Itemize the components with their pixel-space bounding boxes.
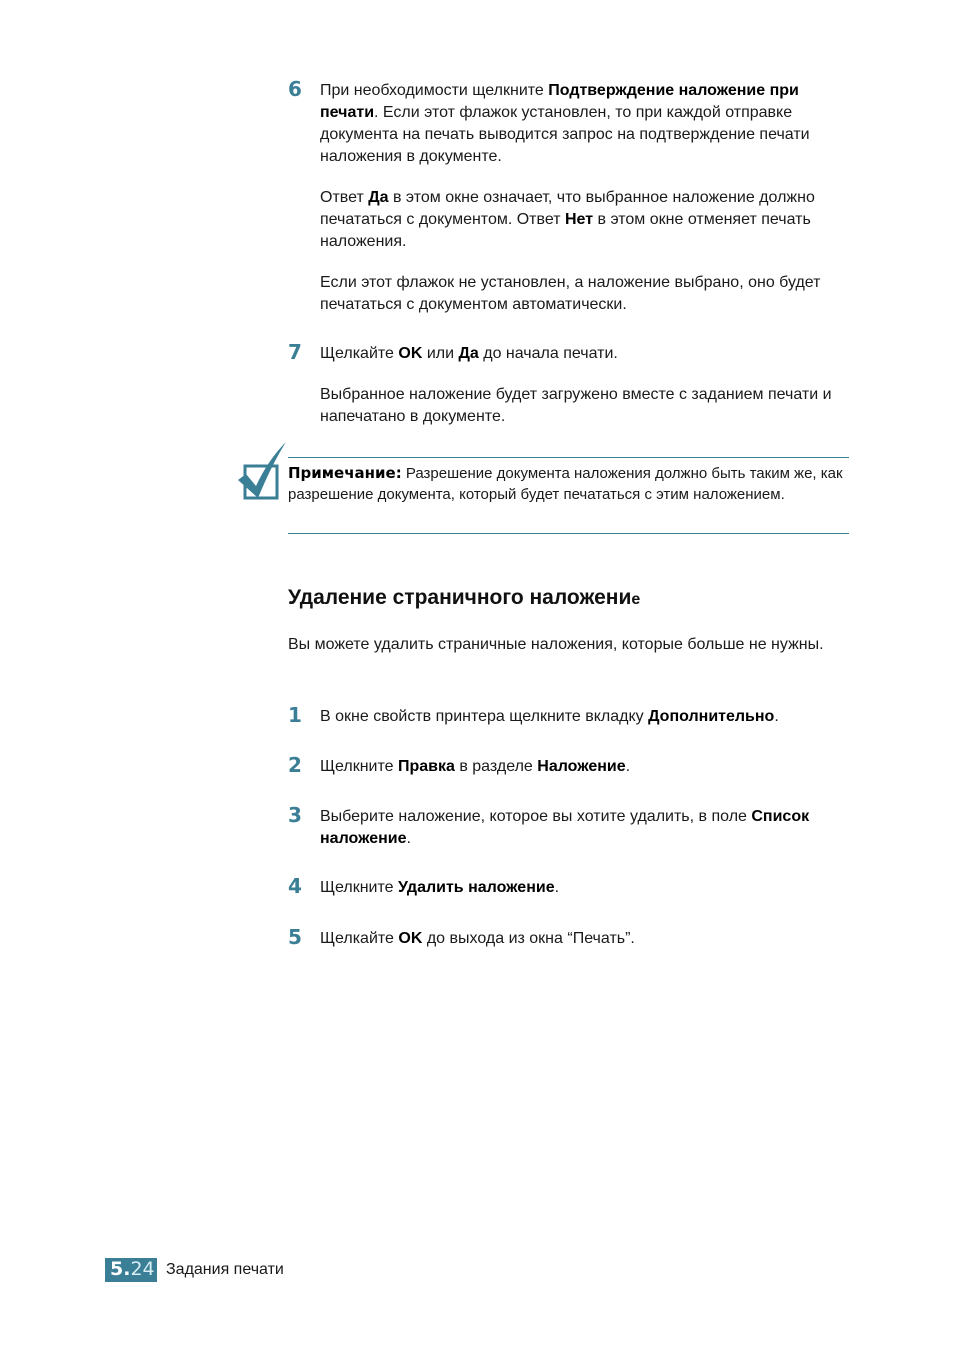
note-box xyxy=(288,457,849,534)
checkmark-icon xyxy=(236,440,288,502)
step-number: 2 xyxy=(288,753,302,777)
step-text: В окне свойств принтера щелкните вкладку Дополнительно. xyxy=(320,708,779,725)
step-6 xyxy=(288,77,848,335)
step-7-paragraph-2: Выбранное наложение будет загружено вместе с заданием печати и напечатано в документе. xyxy=(320,386,832,425)
step-7 xyxy=(288,340,848,447)
step-number: 5 xyxy=(288,925,302,949)
step-number: 3 xyxy=(288,803,302,827)
step-3 xyxy=(288,803,848,869)
section-intro: Вы можете удалить страничные наложения, которые больше не нужны. xyxy=(288,636,824,653)
step-2 xyxy=(288,753,848,797)
chapter-title: Задания печати xyxy=(166,1261,284,1278)
step-7-paragraph-1: Щелкайте OK или Да до начала печати. xyxy=(320,345,618,362)
page-number: 5.24 xyxy=(110,1258,155,1280)
step-number: 1 xyxy=(288,703,302,727)
step-text: Щелкните Правка в разделе Наложение. xyxy=(320,758,631,775)
step-6-paragraph-3: Если этот флажок не установлен, а наложение выбрано, оно будет печататься с документом автоматически. xyxy=(320,274,821,313)
step-1 xyxy=(288,703,848,747)
step-number: 7 xyxy=(288,340,302,364)
step-text: Щелкайте OK до выхода из окна “Печать”. xyxy=(320,930,635,947)
note-text: Примечание: Разрешение документа наложения должно быть таким же, как разрешение документа, который будет печататься с этим наложением. xyxy=(288,464,843,503)
step-6-paragraph-1: При необходимости щелкните Подтверждение наложение при печати. Если этот флажок установлен, то при каждой отправке документа на печать выводится запрос на подтверждение печати наложения в документе. xyxy=(320,82,810,165)
step-number: 6 xyxy=(288,77,302,101)
step-number: 4 xyxy=(288,874,302,898)
step-5 xyxy=(288,925,848,969)
step-6-paragraph-2: Ответ Да в этом окне означает, что выбранное наложение должно печататься с документом. Ответ Нет в этом окне отменяет печать наложения. xyxy=(320,189,815,250)
step-text: Щелкните Удалить наложение. xyxy=(320,879,560,896)
note-label: Примечание: xyxy=(288,464,402,482)
step-text: Выберите наложение, которое вы хотите удалить, в поле Список наложение. xyxy=(320,808,810,847)
section-heading: Удаление страничного наложение xyxy=(288,586,641,609)
step-4 xyxy=(288,874,848,918)
